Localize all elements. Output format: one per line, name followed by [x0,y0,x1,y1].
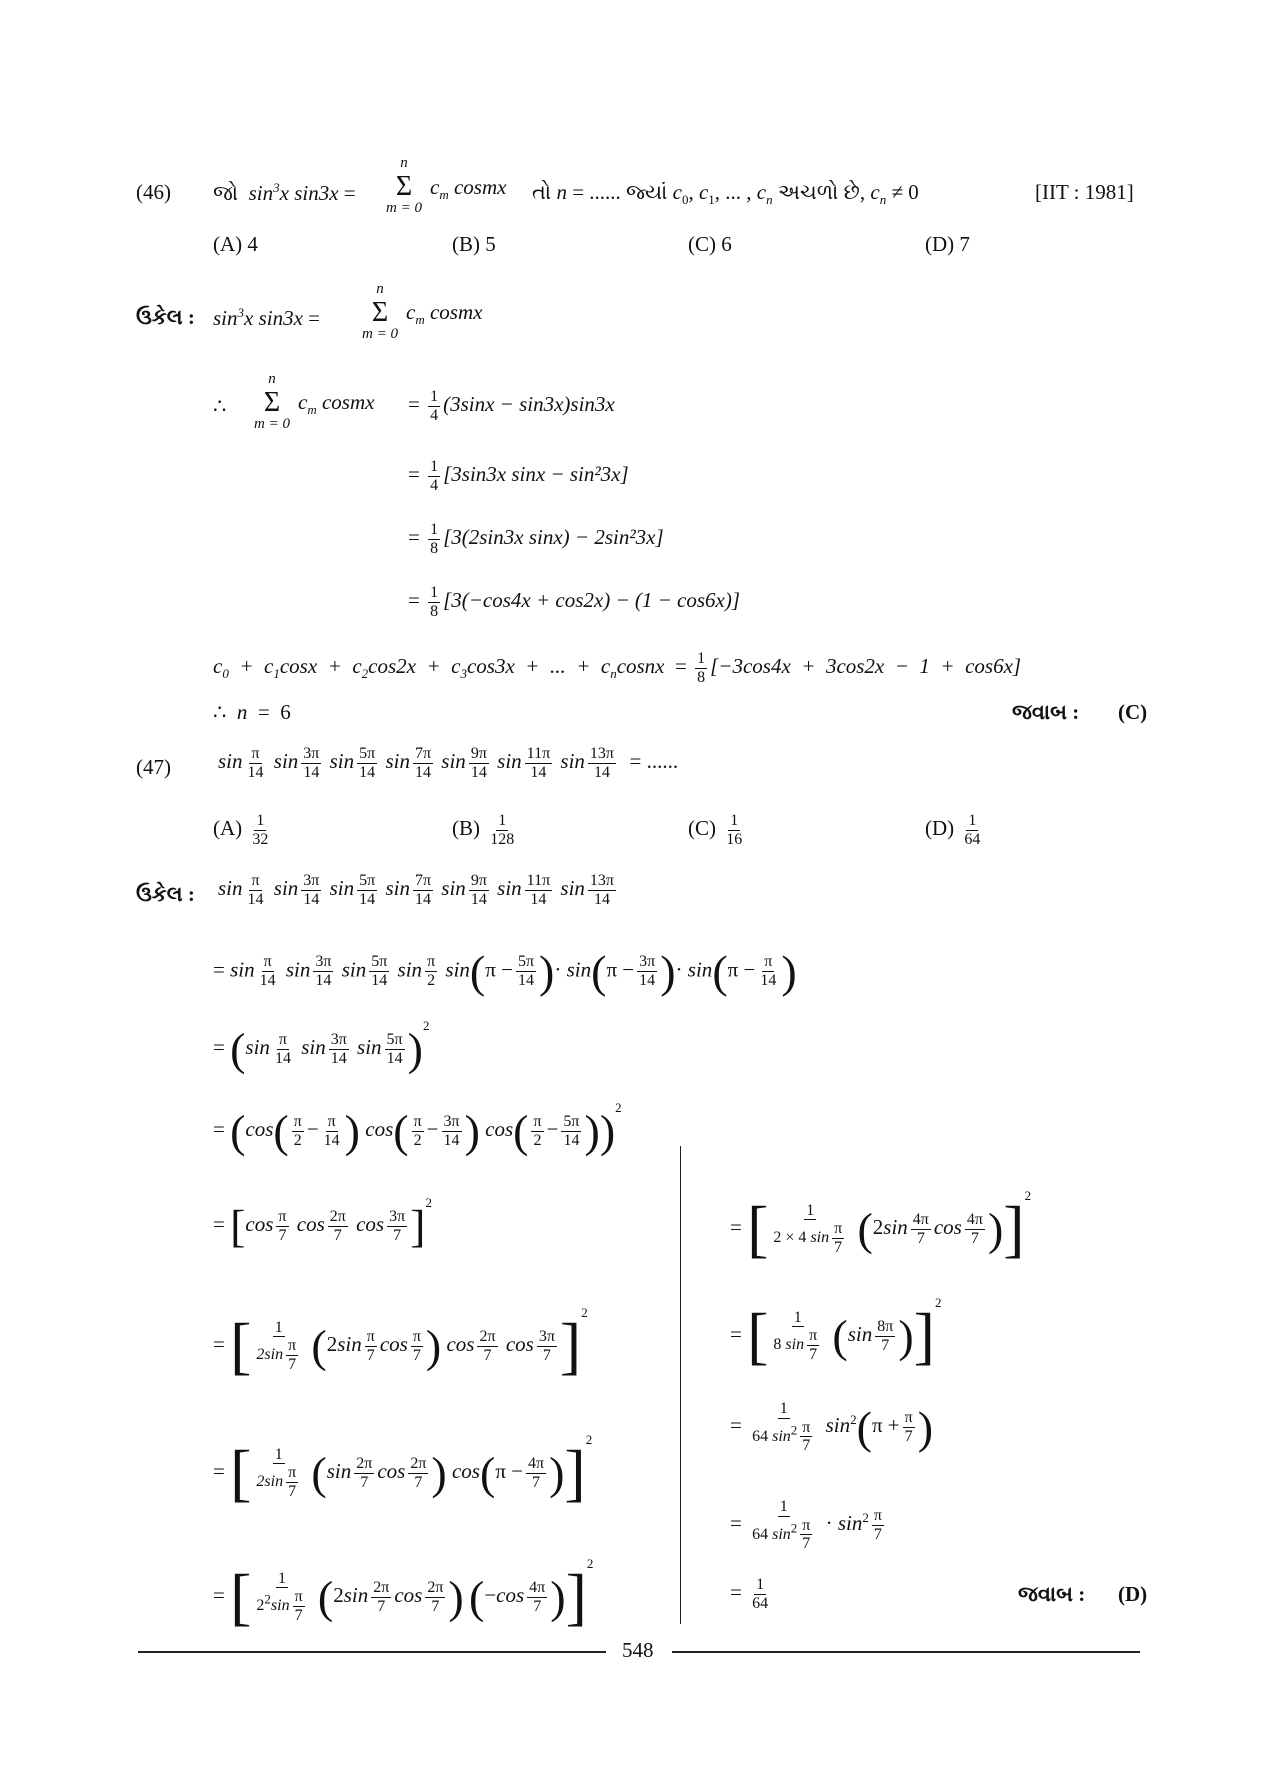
equation-line: = (cos( $\frac{\pi}{2}$ − $\frac{\pi}{14}$ ) cos( $\frac{\pi}{2}$ − $\frac{3\pi}{14}$ ) cos( $\frac{\pi}{2}$ − $\frac{5\pi}{14}$ ))$^2$ [213,1100,622,1157]
solution-label: ઉકેલ : [136,882,195,906]
equation-line: = [cos $\frac{\pi}{7}$ cos $\frac{2\pi}{7}$ cos $\frac{3\pi}{7}$ ]$^2$ [213,1195,432,1252]
answer-label: જવાબ : [1018,1582,1086,1606]
question-text: જો $\sin^3x$ sin3x = [213,180,356,205]
equation-line: = [ 1 2 × 4 sin $\frac{\pi}{7}$ (2sin $\frac{4\pi}{7}$ cos $\frac{4\pi}{7}$ )]$^2$ [730,1188,1032,1265]
equation-line: = [ 1 2sin $\frac{\pi}{7}$ (sin $\frac{2\pi}{7}$ cos $\frac{2\pi}{7}$ ) cos(π − $\frac{4\pi}{7}$ )]$^2$ [213,1432,593,1509]
equation-line: = 1 64 $\sin^2$ $\frac{\pi}{7}$ · $\sin^2$ $\frac{\pi}{7}$ [730,1498,882,1553]
answer-value: (D) [1118,1582,1148,1606]
question-expression: sin $\frac{\pi}{14}$ sin $\frac{3\pi}{14}$ sin $\frac{5\pi}{14}$ sin $\frac{7\pi}{14}$ sin $\frac{9\pi}{14}$ sin $\frac{11\pi}{14}$ sin $\frac{13\pi}{14}$ = ...... [218,745,679,781]
therefore-symbol: ∴ [213,394,227,418]
summation: n Σ m = 0 [386,155,422,217]
option-a: (A) $\frac{1}{32}$ [213,812,269,848]
equation-line: = $\frac{1}{8}$ [3(−cos4x + cos2x) − (1 − cos6x)] [408,584,741,620]
footer-rule-right [672,1651,1140,1653]
option-a: (A) 4 [213,232,258,256]
question-number: (46) [136,180,171,204]
column-divider [680,1146,681,1624]
equation-line: = [ 1 $2^2\sin$ $\frac{\pi}{7}$ (2sin $\frac{2\pi}{7}$ cos $\frac{2\pi}{7}$ ) (−cos $\frac{4\pi}{7}$ )]$^2$ [213,1556,594,1633]
option-d: (D) 7 [925,232,970,256]
equation-line: = $\frac{1}{4}$ [3sin3x sinx − sin²3x] [408,458,629,494]
option-c: (C) 6 [688,232,732,256]
equation-line: = [ 1 2sin $\frac{\pi}{7}$ (2sin $\frac{\pi}{7}$ cos $\frac{\pi}{7}$ ) cos $\frac{2\pi}{7}$ cos $\frac{3\pi}{7}$ ]$^2$ [213,1305,588,1382]
equation-line: = [ 1 8 sin $\frac{\pi}{7}$ (sin $\frac{8\pi}{7}$ )]$^2$ [730,1295,942,1372]
conclusion: ∴ n = 6 [213,700,291,724]
solution-line: sin $\frac{\pi}{14}$ sin $\frac{3\pi}{14}$ sin $\frac{5\pi}{14}$ sin $\frac{7\pi}{14}$ sin $\frac{9\pi}{14}$ sin $\frac{11\pi}{14}$ sin $\frac{13\pi}{14}$ [218,872,614,908]
summation-term: $c_m$ cosmx [298,390,375,418]
equation-line: = $\frac{1}{4}$ (3sinx − sin3x)sin3x [408,388,615,424]
equation-line: = $\frac{1}{8}$ [3(2sin3x sinx) − 2sin²3x] [408,521,664,557]
summation: n Σ m = 0 [362,281,398,343]
option-d: (D) $\frac{1}{64}$ [925,812,981,848]
question-number: (47) [136,755,171,779]
answer-value: (C) [1118,700,1148,724]
answer-label: જવાબ : [1012,700,1080,724]
exam-tag: [IIT : 1981] [1035,180,1134,204]
equation-line: = $\frac{1}{64}$ [730,1576,769,1612]
solution-line: $\sin^3x$ sin3x = [213,305,321,330]
summation: n Σ m = 0 [254,371,290,433]
summation-term: $c_m$ cosmx [406,300,483,328]
option-b: (B) 5 [452,232,496,256]
summation-term: $c_m$ cosmx [430,175,507,203]
equation-line: = sin $\frac{\pi}{14}$ sin $\frac{3\pi}{14}$ sin $\frac{5\pi}{14}$ sin $\frac{\pi}{2}$ sin(π − $\frac{5\pi}{14}$ )· sin(π − $\frac{3\pi}{14}$ )· sin(π − $\frac{\pi}{14}$ ) [213,946,797,997]
equation-line: = (sin $\frac{\pi}{14}$ sin $\frac{3\pi}{14}$ sin $\frac{5\pi}{14}$ )$^2$ [213,1018,430,1075]
question-tail: તો n = ...... જ્યાં $c_0$, $c_1$, ... , $c_n$ અચળો છે, $c_n \ne 0$ [532,180,919,208]
option-c: (C) $\frac{1}{16}$ [688,812,743,848]
page-number: 548 [622,1638,654,1662]
equation-line: = 1 64 $\sin^2$ $\frac{\pi}{7}$ $\sin^2(\pi$ + $\frac{\pi}{7}$ ) [730,1400,934,1455]
footer-rule-left [138,1651,606,1653]
option-b: (B) $\frac{1}{128}$ [452,812,515,848]
solution-label: ઉકેલ : [136,305,195,329]
series-line: $c_0 + c_1\cos x + c_2\cos 2x + c_3\cos 3x$ + ... + $c_ncosnx$ = $\frac{1}{8}$ [−3cos4x + 3cos2x − 1 + cos6x] [213,650,1022,686]
